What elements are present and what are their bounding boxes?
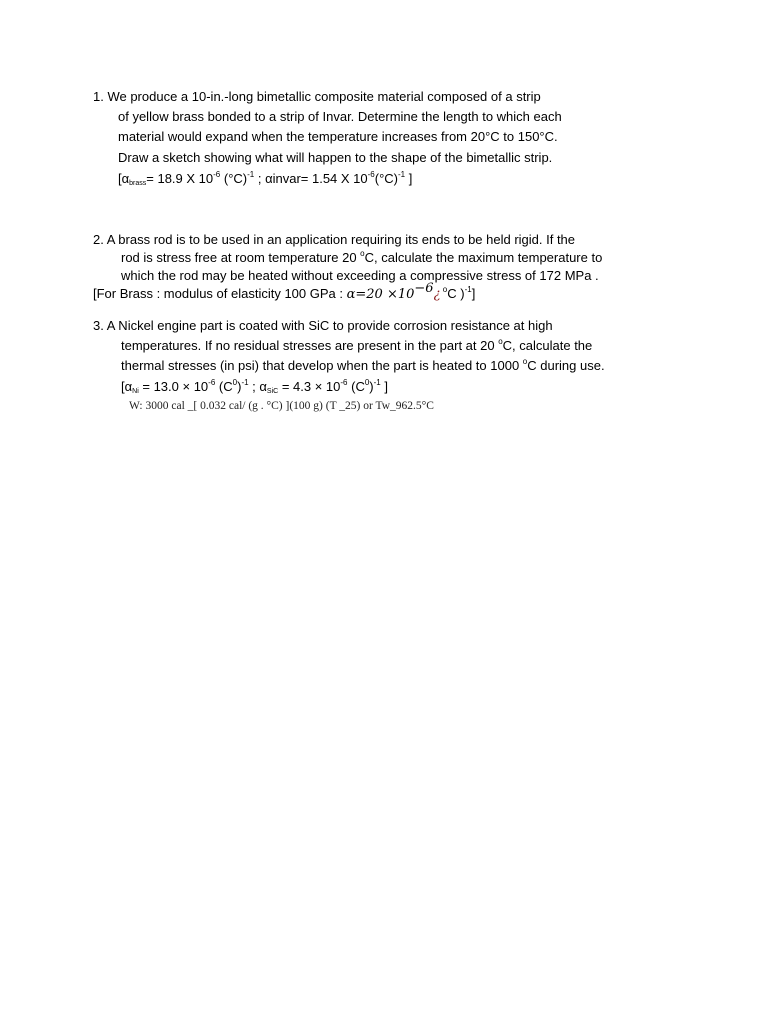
problem-3-line-1: 3. A Nickel engine part is coated with SiC to provide corrosion resistance at high bbox=[93, 318, 553, 333]
problem-1-line-1: 1. We produce a 10-in.-long bimetallic composite material composed of a strip bbox=[93, 89, 541, 104]
problem-3-constants: [$\alpha_{Ni} = 13.0 \times 10^{-6}$ $(C^0)^{-1}$ ; $\alpha_{SiC} = 4.3 \times 10^{-6}$ $(C^0)^{-1}$ ] bbox=[121, 378, 388, 395]
problem-2-constants: [For Brass : modulus of elasticity 100 GPa : $\alpha=20 \times 10^{-6}¿$ $^o$C )$^{-1}$] bbox=[93, 281, 476, 302]
problem-1-constants: [$\alpha_{brass}= 18.9$ X $10^{-6}$ $(^\circ C)^{-1}$ ; αinvar= 1.54 X $10^{-6}(^\circ C)^{-1}$ ] bbox=[118, 170, 413, 187]
problem-1-line-3: material would expand when the temperature increases from 20°C to 150°C. bbox=[118, 129, 558, 144]
problem-3-note: W: 3000 cal _[ 0.032 cal/ (g . °C) ](100 g) (T _25) or Tw_962.5°C bbox=[129, 400, 434, 412]
problem-2-line-1: 2. A brass rod is to be used in an application requiring its ends to be held rigid. If the bbox=[93, 232, 576, 247]
problem-2-line-2: rod is stress free at room temperature 20 $^o$C, calculate the maximum temperature to bbox=[121, 249, 603, 265]
problem-2-line-3: which the rod may be heated without exceeding a compressive stress of 172 MPa . bbox=[121, 268, 599, 283]
problem-3-line-3: thermal stresses (in psi) that develop when the part is heated to 1000 $^o$C during use. bbox=[121, 357, 605, 373]
problem-1-line-2: of yellow brass bonded to a strip of Invar. Determine the length to which each bbox=[118, 109, 562, 124]
problem-1-line-4: Draw a sketch showing what will happen to the shape of the bimetallic strip. bbox=[118, 150, 553, 165]
problem-3-line-2: temperatures. If no residual stresses are present in the part at 20 $^o$C, calculate the bbox=[121, 337, 593, 353]
